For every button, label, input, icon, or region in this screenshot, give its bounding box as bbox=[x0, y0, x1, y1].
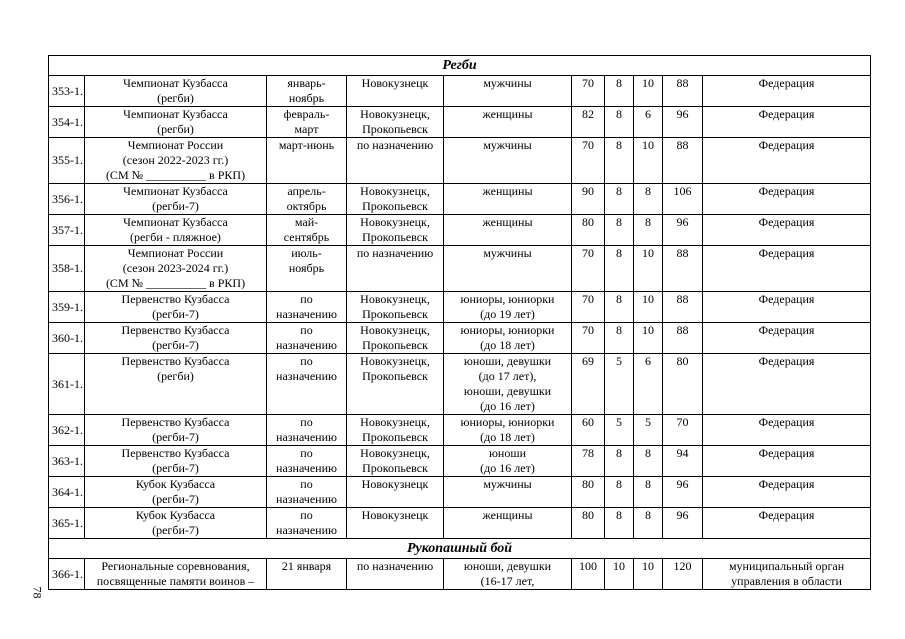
event-name-line: Кубок Кузбасса bbox=[135, 477, 216, 491]
event-name-line: (регби) bbox=[157, 91, 194, 105]
event-dates bbox=[267, 559, 347, 590]
event-dates-line: март-июнь bbox=[278, 138, 335, 152]
event-dates bbox=[267, 415, 347, 446]
participant-group-line: мужчины bbox=[483, 138, 532, 152]
row-number: 361-1. bbox=[49, 354, 85, 415]
table-row bbox=[49, 76, 871, 107]
count-judges: 8 bbox=[634, 184, 663, 215]
event-name-line: посвященные памяти воинов – bbox=[96, 574, 255, 588]
participant-group-line: женщины bbox=[482, 107, 533, 121]
event-name-line: Региональные соревнования, bbox=[101, 559, 250, 573]
event-name bbox=[85, 446, 267, 477]
organizer-line: Федерация bbox=[758, 107, 815, 121]
organizer-line: Федерация bbox=[758, 354, 815, 368]
count-total: 106 bbox=[663, 184, 703, 215]
event-name-line: Первенство Кузбасса bbox=[121, 354, 230, 368]
table-row bbox=[49, 477, 871, 508]
event-place-line: Новокузнецк, bbox=[360, 215, 430, 229]
event-place bbox=[347, 107, 444, 138]
table-row bbox=[49, 508, 871, 539]
organizer bbox=[703, 76, 871, 107]
event-dates-line: июль- bbox=[291, 246, 322, 260]
count-coaches: 10 bbox=[605, 559, 634, 590]
row-number: 360-1. bbox=[49, 323, 85, 354]
row-number: 364-1. bbox=[49, 477, 85, 508]
event-dates-line: октябрь bbox=[286, 199, 327, 213]
event-place bbox=[347, 415, 444, 446]
count-participants: 60 bbox=[572, 415, 605, 446]
event-place bbox=[347, 559, 444, 590]
event-dates bbox=[267, 107, 347, 138]
event-dates bbox=[267, 138, 347, 184]
table-row bbox=[49, 323, 871, 354]
row-number: 354-1. bbox=[49, 107, 85, 138]
event-name bbox=[85, 354, 267, 415]
event-dates-line: по bbox=[300, 323, 313, 337]
table-row bbox=[49, 184, 871, 215]
event-name-line: Чемпионат России bbox=[127, 138, 224, 152]
section-title: Регби bbox=[49, 56, 871, 76]
count-judges: 10 bbox=[634, 246, 663, 292]
table-row bbox=[49, 446, 871, 477]
event-name bbox=[85, 215, 267, 246]
organizer bbox=[703, 184, 871, 215]
count-total: 80 bbox=[663, 354, 703, 415]
event-name bbox=[85, 415, 267, 446]
event-dates bbox=[267, 508, 347, 539]
organizer bbox=[703, 415, 871, 446]
event-dates-line: назначению bbox=[276, 430, 337, 444]
organizer bbox=[703, 446, 871, 477]
count-total: 120 bbox=[663, 559, 703, 590]
participant-group-line: женщины bbox=[482, 215, 533, 229]
event-name bbox=[85, 292, 267, 323]
event-place-line: Новокузнецк, bbox=[360, 292, 430, 306]
event-name-line: (СМ № __________ в РКП) bbox=[105, 168, 246, 182]
event-dates-line: по bbox=[300, 477, 313, 491]
event-dates-line: назначению bbox=[276, 369, 337, 383]
event-name-line: (регби) bbox=[157, 122, 194, 136]
event-name-line: Чемпионат Кузбасса bbox=[123, 76, 228, 90]
event-place bbox=[347, 184, 444, 215]
event-place-line: Новокузнецк, bbox=[360, 446, 430, 460]
count-total: 88 bbox=[663, 292, 703, 323]
event-name-line: (регби-7) bbox=[152, 307, 199, 321]
participant-group-line: (до 19 лет) bbox=[480, 307, 535, 321]
event-place-line: по назначению bbox=[356, 138, 434, 152]
row-number: 355-1. bbox=[49, 138, 85, 184]
event-dates-line: февраль- bbox=[283, 107, 330, 121]
participant-group bbox=[444, 292, 572, 323]
count-judges: 10 bbox=[634, 292, 663, 323]
count-participants: 70 bbox=[572, 76, 605, 107]
event-place-line: Новокузнецк bbox=[361, 76, 429, 90]
count-participants: 90 bbox=[572, 184, 605, 215]
event-dates-line: по bbox=[300, 354, 313, 368]
count-coaches: 8 bbox=[605, 246, 634, 292]
event-name-line: (регби - пляжное) bbox=[130, 230, 221, 244]
participant-group-line: юноши bbox=[488, 446, 527, 460]
participant-group-line: юниоры, юниорки bbox=[460, 292, 555, 306]
event-name-line: (регби-7) bbox=[152, 523, 199, 537]
count-judges: 5 bbox=[634, 415, 663, 446]
count-judges: 10 bbox=[634, 559, 663, 590]
table-row bbox=[49, 415, 871, 446]
event-dates bbox=[267, 446, 347, 477]
event-place bbox=[347, 76, 444, 107]
participant-group bbox=[444, 559, 572, 590]
participant-group-line: мужчины bbox=[483, 246, 532, 260]
count-total: 94 bbox=[663, 446, 703, 477]
count-judges: 10 bbox=[634, 76, 663, 107]
event-dates bbox=[267, 477, 347, 508]
participant-group bbox=[444, 323, 572, 354]
event-place-line: Прокопьевск bbox=[362, 307, 428, 321]
participant-group-line: женщины bbox=[482, 184, 533, 198]
count-coaches: 8 bbox=[605, 446, 634, 477]
event-name-line: (сезон 2023-2024 гг.) bbox=[122, 261, 229, 275]
participant-group-line: (до 18 лет) bbox=[480, 338, 535, 352]
count-coaches: 8 bbox=[605, 323, 634, 354]
participant-group-line: юниоры, юниорки bbox=[460, 415, 555, 429]
count-coaches: 5 bbox=[605, 354, 634, 415]
count-participants: 70 bbox=[572, 292, 605, 323]
organizer-line: Федерация bbox=[758, 138, 815, 152]
count-judges: 6 bbox=[634, 107, 663, 138]
event-place-line: Прокопьевск bbox=[362, 430, 428, 444]
organizer bbox=[703, 323, 871, 354]
count-judges: 8 bbox=[634, 446, 663, 477]
count-coaches: 8 bbox=[605, 215, 634, 246]
event-place-line: Прокопьевск bbox=[362, 199, 428, 213]
event-name-line: Чемпионат Кузбасса bbox=[123, 215, 228, 229]
participant-group-line: юноши, девушки bbox=[463, 384, 552, 398]
event-dates-line: назначению bbox=[276, 461, 337, 475]
participant-group-line: мужчины bbox=[483, 76, 532, 90]
event-place bbox=[347, 508, 444, 539]
participant-group bbox=[444, 477, 572, 508]
count-judges: 6 bbox=[634, 354, 663, 415]
event-place-line: по назначению bbox=[356, 246, 434, 260]
count-coaches: 5 bbox=[605, 415, 634, 446]
participant-group bbox=[444, 138, 572, 184]
count-total: 96 bbox=[663, 215, 703, 246]
organizer bbox=[703, 559, 871, 590]
event-place-line: Прокопьевск bbox=[362, 338, 428, 352]
count-total: 70 bbox=[663, 415, 703, 446]
event-place-line: Прокопьевск bbox=[362, 230, 428, 244]
count-judges: 8 bbox=[634, 215, 663, 246]
event-name bbox=[85, 246, 267, 292]
event-place-line: по назначению bbox=[356, 559, 434, 573]
participant-group bbox=[444, 446, 572, 477]
event-dates bbox=[267, 76, 347, 107]
row-number: 362-1. bbox=[49, 415, 85, 446]
organizer-line: Федерация bbox=[758, 508, 815, 522]
event-place bbox=[347, 292, 444, 323]
participant-group bbox=[444, 184, 572, 215]
participant-group bbox=[444, 76, 572, 107]
organizer bbox=[703, 215, 871, 246]
event-dates bbox=[267, 354, 347, 415]
event-place bbox=[347, 215, 444, 246]
organizer-line: муниципальный орган bbox=[728, 559, 845, 573]
participant-group-line: женщины bbox=[482, 508, 533, 522]
count-total: 88 bbox=[663, 246, 703, 292]
event-name bbox=[85, 184, 267, 215]
count-participants: 69 bbox=[572, 354, 605, 415]
row-number: 359-1. bbox=[49, 292, 85, 323]
event-dates bbox=[267, 184, 347, 215]
count-total: 88 bbox=[663, 76, 703, 107]
organizer-line: Федерация bbox=[758, 323, 815, 337]
participant-group-line: юниоры, юниорки bbox=[460, 323, 555, 337]
count-participants: 80 bbox=[572, 215, 605, 246]
row-number: 363-1. bbox=[49, 446, 85, 477]
event-dates-line: назначению bbox=[276, 492, 337, 506]
count-participants: 82 bbox=[572, 107, 605, 138]
event-place-line: Новокузнецк, bbox=[360, 323, 430, 337]
participant-group-line: (16-17 лет, bbox=[480, 574, 535, 588]
section-header-row bbox=[49, 56, 871, 76]
organizer bbox=[703, 354, 871, 415]
event-place-line: Новокузнецк bbox=[361, 508, 429, 522]
organizer-line: Федерация bbox=[758, 446, 815, 460]
row-number: 357-1. bbox=[49, 215, 85, 246]
participant-group-line: (до 16 лет) bbox=[480, 399, 535, 413]
event-dates-line: по bbox=[300, 415, 313, 429]
organizer-line: Федерация bbox=[758, 415, 815, 429]
count-participants: 80 bbox=[572, 477, 605, 508]
event-name bbox=[85, 107, 267, 138]
event-dates-line: назначению bbox=[276, 523, 337, 537]
event-name-line: (сезон 2022-2023 гг.) bbox=[122, 153, 229, 167]
event-place-line: Прокопьевск bbox=[362, 369, 428, 383]
event-dates-line: назначению bbox=[276, 307, 337, 321]
count-participants: 70 bbox=[572, 323, 605, 354]
event-dates-line: апрель- bbox=[287, 184, 326, 198]
event-place bbox=[347, 446, 444, 477]
row-number: 366-1. bbox=[49, 559, 85, 590]
event-place-line: Новокузнецк, bbox=[360, 107, 430, 121]
event-name-line: (регби-7) bbox=[152, 492, 199, 506]
table-row bbox=[49, 215, 871, 246]
participant-group bbox=[444, 415, 572, 446]
count-participants: 100 bbox=[572, 559, 605, 590]
event-name-line: (регби-7) bbox=[152, 338, 199, 352]
event-place-line: Новокузнецк, bbox=[360, 184, 430, 198]
event-dates-line: по bbox=[300, 446, 313, 460]
participant-group-line: (до 18 лет) bbox=[480, 430, 535, 444]
event-name bbox=[85, 477, 267, 508]
event-name-line: Первенство Кузбасса bbox=[121, 292, 230, 306]
event-dates-line: март bbox=[294, 122, 319, 136]
organizer bbox=[703, 477, 871, 508]
event-place bbox=[347, 246, 444, 292]
event-dates-line: ноябрь bbox=[288, 91, 325, 105]
event-name-line: Кубок Кузбасса bbox=[135, 508, 216, 522]
participant-group-line: юноши, девушки bbox=[463, 559, 552, 573]
table-row bbox=[49, 107, 871, 138]
count-coaches: 8 bbox=[605, 76, 634, 107]
count-coaches: 8 bbox=[605, 477, 634, 508]
participant-group bbox=[444, 107, 572, 138]
count-judges: 8 bbox=[634, 508, 663, 539]
event-place bbox=[347, 138, 444, 184]
event-name-line: Первенство Кузбасса bbox=[121, 323, 230, 337]
event-dates-line: по bbox=[300, 508, 313, 522]
count-total: 96 bbox=[663, 508, 703, 539]
table-row bbox=[49, 354, 871, 415]
count-participants: 70 bbox=[572, 138, 605, 184]
event-name-line: (регби) bbox=[157, 369, 194, 383]
event-dates bbox=[267, 215, 347, 246]
event-dates-line: 21 января bbox=[281, 559, 332, 573]
organizer bbox=[703, 107, 871, 138]
organizer bbox=[703, 292, 871, 323]
row-number: 358-1. bbox=[49, 246, 85, 292]
participant-group-line: (до 16 лет) bbox=[480, 461, 535, 475]
participant-group-line: мужчины bbox=[483, 477, 532, 491]
participant-group bbox=[444, 508, 572, 539]
table-row bbox=[49, 292, 871, 323]
participant-group bbox=[444, 246, 572, 292]
organizer-line: Федерация bbox=[758, 215, 815, 229]
table-row bbox=[49, 559, 871, 590]
count-judges: 8 bbox=[634, 477, 663, 508]
event-dates-line: сентябрь bbox=[283, 230, 330, 244]
organizer bbox=[703, 246, 871, 292]
event-dates bbox=[267, 292, 347, 323]
event-place bbox=[347, 354, 444, 415]
organizer-line: Федерация bbox=[758, 477, 815, 491]
event-dates bbox=[267, 246, 347, 292]
row-number: 365-1. bbox=[49, 508, 85, 539]
event-place bbox=[347, 477, 444, 508]
organizer bbox=[703, 138, 871, 184]
event-dates-line: январь- bbox=[287, 76, 326, 90]
section-title: Рукопашный бой bbox=[49, 539, 871, 559]
count-coaches: 8 bbox=[605, 138, 634, 184]
event-place-line: Прокопьевск bbox=[362, 122, 428, 136]
event-dates-line: май- bbox=[294, 215, 319, 229]
participant-group-line: (до 17 лет), bbox=[478, 369, 537, 383]
event-dates bbox=[267, 323, 347, 354]
event-place bbox=[347, 323, 444, 354]
event-name-line: Чемпионат Кузбасса bbox=[123, 184, 228, 198]
participant-group bbox=[444, 215, 572, 246]
table-row bbox=[49, 138, 871, 184]
table-row bbox=[49, 246, 871, 292]
event-place-line: Прокопьевск bbox=[362, 461, 428, 475]
event-name bbox=[85, 138, 267, 184]
event-name-line: Первенство Кузбасса bbox=[121, 415, 230, 429]
count-participants: 70 bbox=[572, 246, 605, 292]
count-participants: 78 bbox=[572, 446, 605, 477]
event-name-line: Чемпионат России bbox=[127, 246, 224, 260]
page-number: 78 bbox=[30, 586, 45, 599]
section-header-row bbox=[49, 539, 871, 559]
count-coaches: 8 bbox=[605, 292, 634, 323]
event-dates-line: по bbox=[300, 292, 313, 306]
count-coaches: 8 bbox=[605, 184, 634, 215]
event-name bbox=[85, 508, 267, 539]
schedule-table bbox=[48, 55, 871, 590]
count-participants: 80 bbox=[572, 508, 605, 539]
event-name-line: Чемпионат Кузбасса bbox=[123, 107, 228, 121]
event-dates-line: ноябрь bbox=[288, 261, 325, 275]
event-name bbox=[85, 76, 267, 107]
participant-group bbox=[444, 354, 572, 415]
organizer-line: Федерация bbox=[758, 76, 815, 90]
count-total: 96 bbox=[663, 477, 703, 508]
count-total: 96 bbox=[663, 107, 703, 138]
event-place-line: Новокузнецк bbox=[361, 477, 429, 491]
event-name-line: (регби-7) bbox=[152, 199, 199, 213]
event-name bbox=[85, 559, 267, 590]
count-coaches: 8 bbox=[605, 107, 634, 138]
organizer-line: Федерация bbox=[758, 184, 815, 198]
participant-group-line: юноши, девушки bbox=[463, 354, 552, 368]
count-coaches: 8 bbox=[605, 508, 634, 539]
organizer bbox=[703, 508, 871, 539]
count-total: 88 bbox=[663, 138, 703, 184]
row-number: 353-1. bbox=[49, 76, 85, 107]
event-place-line: Новокузнецк, bbox=[360, 415, 430, 429]
count-total: 88 bbox=[663, 323, 703, 354]
event-name-line: Первенство Кузбасса bbox=[121, 446, 230, 460]
count-judges: 10 bbox=[634, 323, 663, 354]
event-name-line: (СМ № __________ в РКП) bbox=[105, 276, 246, 290]
event-dates-line: назначению bbox=[276, 338, 337, 352]
organizer-line: Федерация bbox=[758, 292, 815, 306]
count-judges: 10 bbox=[634, 138, 663, 184]
event-name-line: (регби-7) bbox=[152, 430, 199, 444]
organizer-line: управления в области bbox=[731, 574, 842, 588]
event-name-line: (регби-7) bbox=[152, 461, 199, 475]
row-number: 356-1. bbox=[49, 184, 85, 215]
event-name bbox=[85, 323, 267, 354]
organizer-line: Федерация bbox=[758, 246, 815, 260]
event-place-line: Новокузнецк, bbox=[360, 354, 430, 368]
